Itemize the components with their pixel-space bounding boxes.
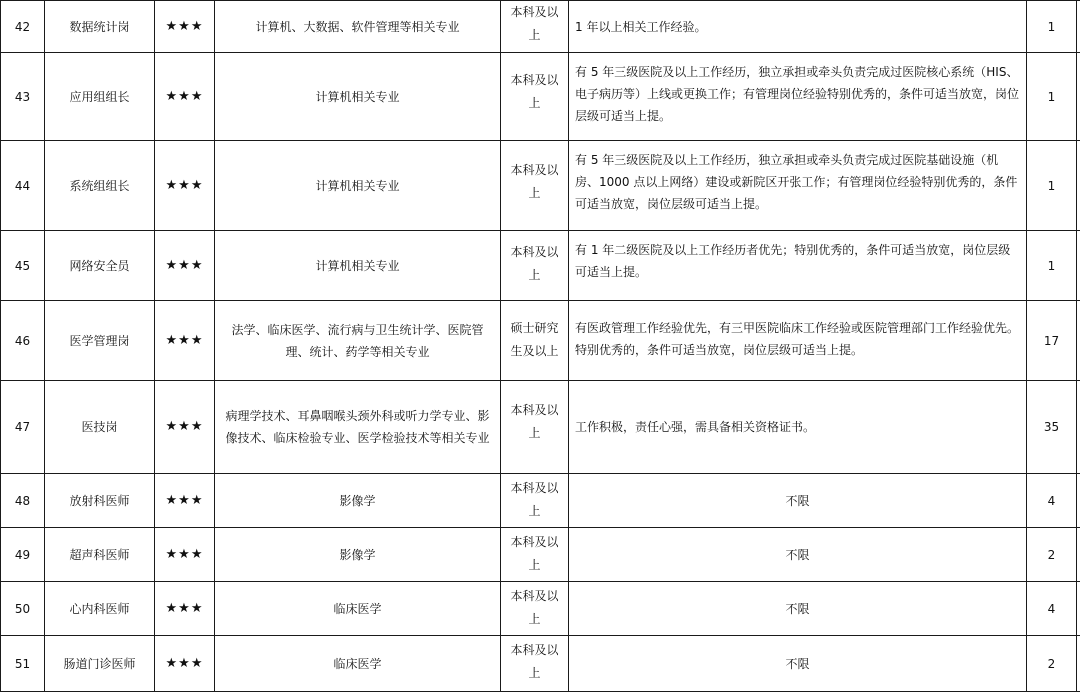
education-requirement: 本科及以上 — [501, 53, 569, 141]
table-row — [1, 231, 1080, 301]
headcount: 2 — [1027, 636, 1077, 692]
row-number: 50 — [1, 582, 45, 636]
position-name: 网络安全员 — [45, 231, 155, 301]
level-stars: ★★★ — [155, 381, 215, 474]
major-requirement: 计算机、大数据、软件管理等相关专业 — [215, 1, 501, 53]
level-stars: ★★★ — [155, 231, 215, 301]
major-requirement: 计算机相关专业 — [215, 53, 501, 141]
position-name: 肠道门诊医师 — [45, 636, 155, 692]
other-requirement: 工作积极，责任心强，需具备相关资格证书。 — [569, 381, 1027, 474]
education-requirement: 硕士研究生及以上 — [501, 301, 569, 381]
other-requirement: 有 1 年二级医院及以上工作经历者优先；特别优秀的，条件可适当放宽，岗位层级可适当上提。 — [569, 231, 1027, 301]
level-stars: ★★★ — [155, 1, 215, 53]
major-requirement: 影像学 — [215, 474, 501, 528]
other-requirement: 不限 — [569, 528, 1027, 582]
position-name: 心内科医师 — [45, 582, 155, 636]
table-row — [1, 528, 1080, 582]
table-row — [1, 301, 1080, 381]
position-name: 医学管理岗 — [45, 301, 155, 381]
table-row — [1, 582, 1080, 636]
other-requirement: 1 年以上相关工作经验。 — [569, 1, 1027, 53]
trailing-cell — [1077, 582, 1080, 636]
education-requirement: 本科及以上 — [501, 141, 569, 231]
headcount: 1 — [1027, 231, 1077, 301]
headcount: 4 — [1027, 474, 1077, 528]
headcount: 2 — [1027, 528, 1077, 582]
trailing-cell — [1077, 381, 1080, 474]
education-requirement: 本科及以上 — [501, 381, 569, 474]
row-number: 46 — [1, 301, 45, 381]
row-number: 49 — [1, 528, 45, 582]
major-requirement: 临床医学 — [215, 582, 501, 636]
major-requirement: 临床医学 — [215, 636, 501, 692]
level-stars: ★★★ — [155, 636, 215, 692]
position-name: 医技岗 — [45, 381, 155, 474]
table-row — [1, 381, 1080, 474]
headcount: 1 — [1027, 141, 1077, 231]
trailing-cell — [1077, 636, 1080, 692]
level-stars: ★★★ — [155, 582, 215, 636]
table-row — [1, 474, 1080, 528]
position-name: 系统组组长 — [45, 141, 155, 231]
level-stars: ★★★ — [155, 474, 215, 528]
level-stars: ★★★ — [155, 528, 215, 582]
education-requirement: 本科及以上 — [501, 528, 569, 582]
trailing-cell — [1077, 141, 1080, 231]
headcount: 4 — [1027, 582, 1077, 636]
row-number: 47 — [1, 381, 45, 474]
headcount: 35 — [1027, 381, 1077, 474]
trailing-cell — [1077, 1, 1080, 53]
table-row — [1, 141, 1080, 231]
row-number: 43 — [1, 53, 45, 141]
major-requirement: 病理学技术、耳鼻咽喉头颈外科或听力学专业、影像技术、临床检验专业、医学检验技术等相关专业 — [215, 381, 501, 474]
other-requirement: 不限 — [569, 474, 1027, 528]
education-requirement: 本科及以上 — [501, 636, 569, 692]
row-number: 51 — [1, 636, 45, 692]
major-requirement: 影像学 — [215, 528, 501, 582]
major-requirement: 计算机相关专业 — [215, 231, 501, 301]
table-row — [1, 636, 1080, 692]
other-requirement: 有医政管理工作经验优先，有三甲医院临床工作经验或医院管理部门工作经验优先。特别优秀的，条件可适当放宽，岗位层级可适当上提。 — [569, 301, 1027, 381]
education-requirement: 本科及以上 — [501, 582, 569, 636]
table-row — [1, 1, 1080, 53]
other-requirement: 有 5 年三级医院及以上工作经历，独立承担或牵头负责完成过医院核心系统（HIS、电子病历等）上线或更换工作；有管理岗位经验特别优秀的，条件可适当放宽，岗位层级可适当上提。 — [569, 53, 1027, 141]
headcount: 1 — [1027, 53, 1077, 141]
trailing-cell — [1077, 474, 1080, 528]
other-requirement: 不限 — [569, 582, 1027, 636]
row-number: 48 — [1, 474, 45, 528]
level-stars: ★★★ — [155, 301, 215, 381]
headcount: 1 — [1027, 1, 1077, 53]
trailing-cell — [1077, 528, 1080, 582]
table-row — [1, 53, 1080, 141]
position-name: 超声科医师 — [45, 528, 155, 582]
row-number: 44 — [1, 141, 45, 231]
trailing-cell — [1077, 301, 1080, 381]
trailing-cell — [1077, 231, 1080, 301]
level-stars: ★★★ — [155, 53, 215, 141]
education-requirement: 本科及以上 — [501, 1, 569, 53]
major-requirement: 计算机相关专业 — [215, 141, 501, 231]
position-name: 放射科医师 — [45, 474, 155, 528]
headcount: 17 — [1027, 301, 1077, 381]
row-number: 45 — [1, 231, 45, 301]
education-requirement: 本科及以上 — [501, 231, 569, 301]
level-stars: ★★★ — [155, 141, 215, 231]
other-requirement: 有 5 年三级医院及以上工作经历，独立承担或牵头负责完成过医院基础设施（机房、1000 点以上网络）建设或新院区开张工作；有管理岗位经验特别优秀的，条件可适当放宽，岗位层级可适当上提。 — [569, 141, 1027, 231]
major-requirement: 法学、临床医学、流行病与卫生统计学、医院管理、统计、药学等相关专业 — [215, 301, 501, 381]
position-name: 应用组组长 — [45, 53, 155, 141]
trailing-cell — [1077, 53, 1080, 141]
education-requirement: 本科及以上 — [501, 474, 569, 528]
position-name: 数据统计岗 — [45, 1, 155, 53]
other-requirement: 不限 — [569, 636, 1027, 692]
row-number: 42 — [1, 1, 45, 53]
